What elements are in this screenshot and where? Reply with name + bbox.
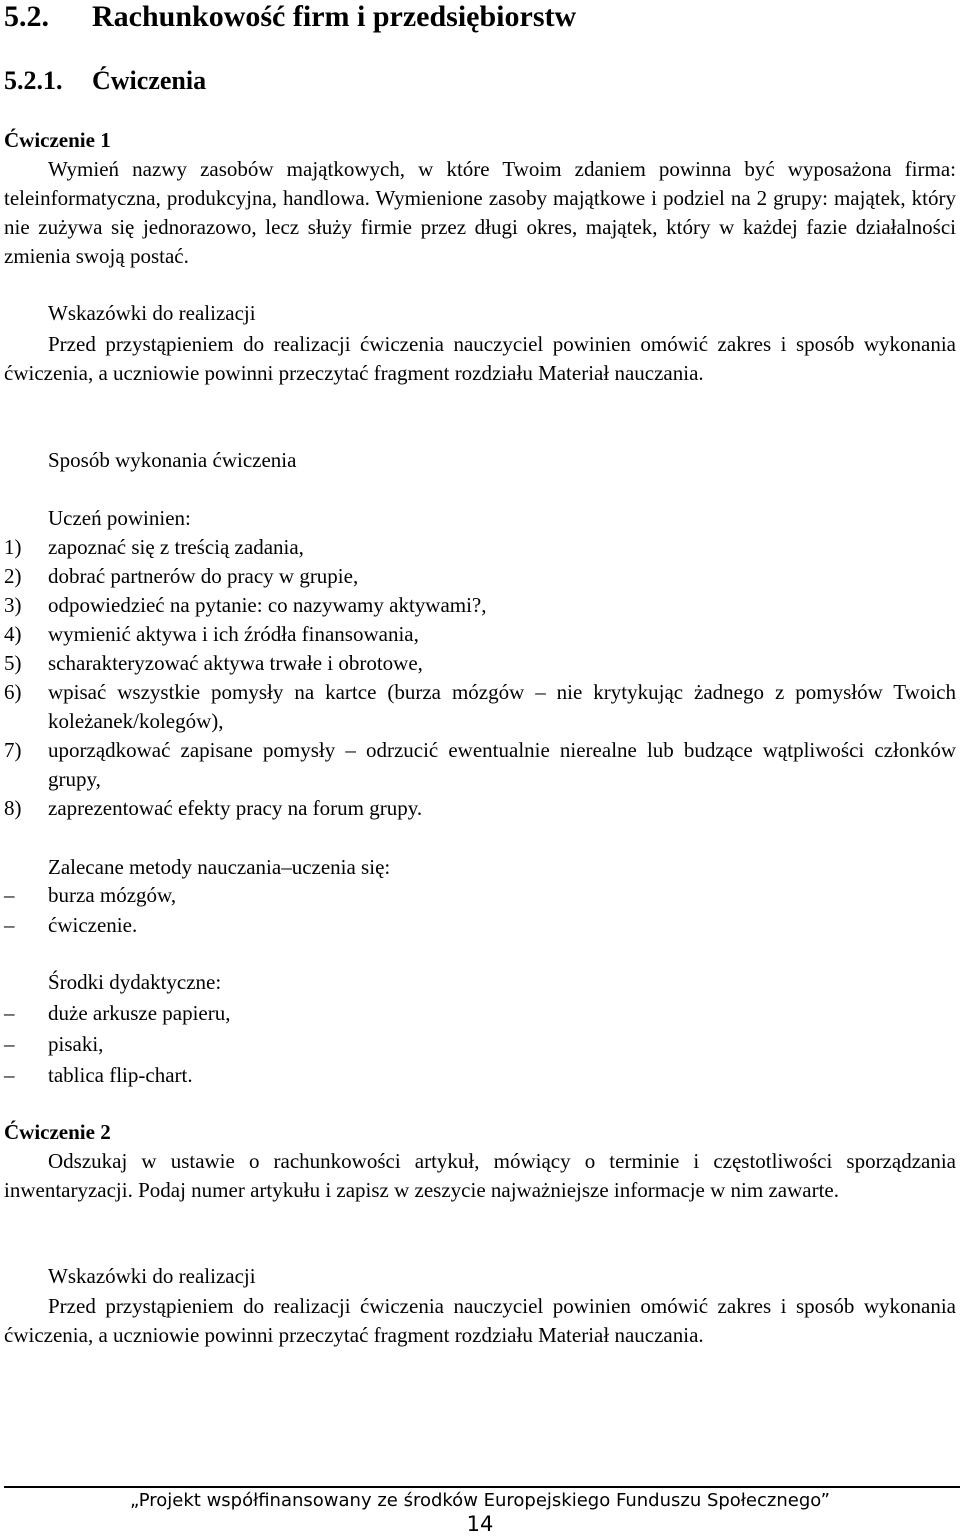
student-should-label: Uczeń powinien: — [48, 506, 191, 530]
exercise-2-title: Ćwiczenie 2 — [4, 1120, 111, 1144]
dash-bullet: – — [4, 1063, 15, 1087]
list-item: – tablica flip-chart. — [4, 1060, 231, 1091]
list-item: – burza mózgów, — [4, 880, 176, 910]
section-number: 5.2. — [4, 0, 49, 33]
list-item: – ćwiczenie. — [4, 910, 176, 940]
methods-list — [4, 880, 176, 940]
list-item: 3) odpowiedzieć na pytanie: co nazywamy aktywami?, — [4, 593, 487, 617]
list-item: 2) dobrać partnerów do pracy w grupie, — [4, 564, 359, 588]
page-number: 14 — [466, 1512, 494, 1536]
list-item: 5) scharakteryzować aktywa trwałe i obrotowe, — [4, 651, 423, 675]
footer-divider — [4, 1486, 960, 1488]
subsection-title: Ćwiczenia — [92, 66, 207, 95]
footer-funding-note: „Projekt współfinansowany ze środków Europejskiego Funduszu Społecznego” — [130, 1490, 830, 1511]
list-item: – duże arkusze papieru, — [4, 998, 231, 1029]
exercise-1-hints-text: Przed przystąpieniem do realizacji ćwiczenia nauczyciel powinien omówić zakres i sposób wykonania ćwiczenia, a uczniowie powinni przeczytać fragment rozdziału Materiał nauczania. — [4, 332, 956, 385]
exercise-2-body: Odszukaj w ustawie o rachunkowości artykuł, mówiący o terminie i częstotliwości sporządzania inwentaryzacji. Podaj numer artykułu i zapisz w zeszycie najważniejsze informacje w nim zawarte. — [4, 1149, 956, 1202]
dash-bullet: – — [4, 883, 15, 907]
resources-list — [4, 998, 231, 1091]
list-item: 4) wymienić aktywa i ich źródła finansowania, — [4, 622, 419, 646]
exercise-1-method-label: Sposób wykonania ćwiczenia — [48, 448, 297, 472]
subsection-number: 5.2.1. — [4, 66, 63, 95]
subsection-heading — [4, 66, 206, 96]
list-item: 1) zapoznać się z treścią zadania, — [4, 535, 304, 559]
resources-label: Środki dydaktyczne: — [48, 970, 222, 994]
section-heading — [4, 0, 576, 34]
methods-label: Zalecane metody nauczania–uczenia się: — [48, 855, 391, 879]
dash-bullet: – — [4, 1001, 15, 1025]
exercise-1-title: Ćwiczenie 1 — [4, 128, 111, 152]
dash-bullet: – — [4, 1032, 15, 1056]
exercise-2-hints-label: Wskazówki do realizacji — [48, 1264, 256, 1288]
steps-list — [4, 533, 956, 823]
list-item: 7) uporządkować zapisane pomysły – odrzucić ewentualnie nierealne lub budzące wątpliwości członków grupy, — [4, 738, 956, 791]
exercise-2-hints-text: Przed przystąpieniem do realizacji ćwiczenia nauczyciel powinien omówić zakres i sposób wykonania ćwiczenia, a uczniowie powinni przeczytać fragment rozdziału Materiał nauczania. — [4, 1294, 956, 1347]
list-item: 8) zaprezentować efekty pracy na forum grupy. — [4, 796, 423, 820]
list-item: – pisaki, — [4, 1029, 231, 1060]
section-title: Rachunkowość firm i przedsiębiorstw — [92, 0, 577, 33]
exercise-1-hints-label: Wskazówki do realizacji — [48, 301, 256, 325]
dash-bullet: – — [4, 913, 15, 937]
exercise-1-body: Wymień nazwy zasobów majątkowych, w które Twoim zdaniem powinna być wyposażona firma: teleinformatyczna, produkcyjna, handlowa. Wymienione zasoby majątkowe i podziel na 2 grupy: majątek, który nie zużywa się jednorazowo, lecz służy firmie przez długi okres, majątek, który w każdej fazie działalności zmienia swoją postać. — [4, 157, 956, 268]
list-item: 6) wpisać wszystkie pomysły na kartce (burza mózgów – nie krytykując żadnego z pomysłów Twoich koleżanek/kolegów), — [4, 680, 956, 733]
